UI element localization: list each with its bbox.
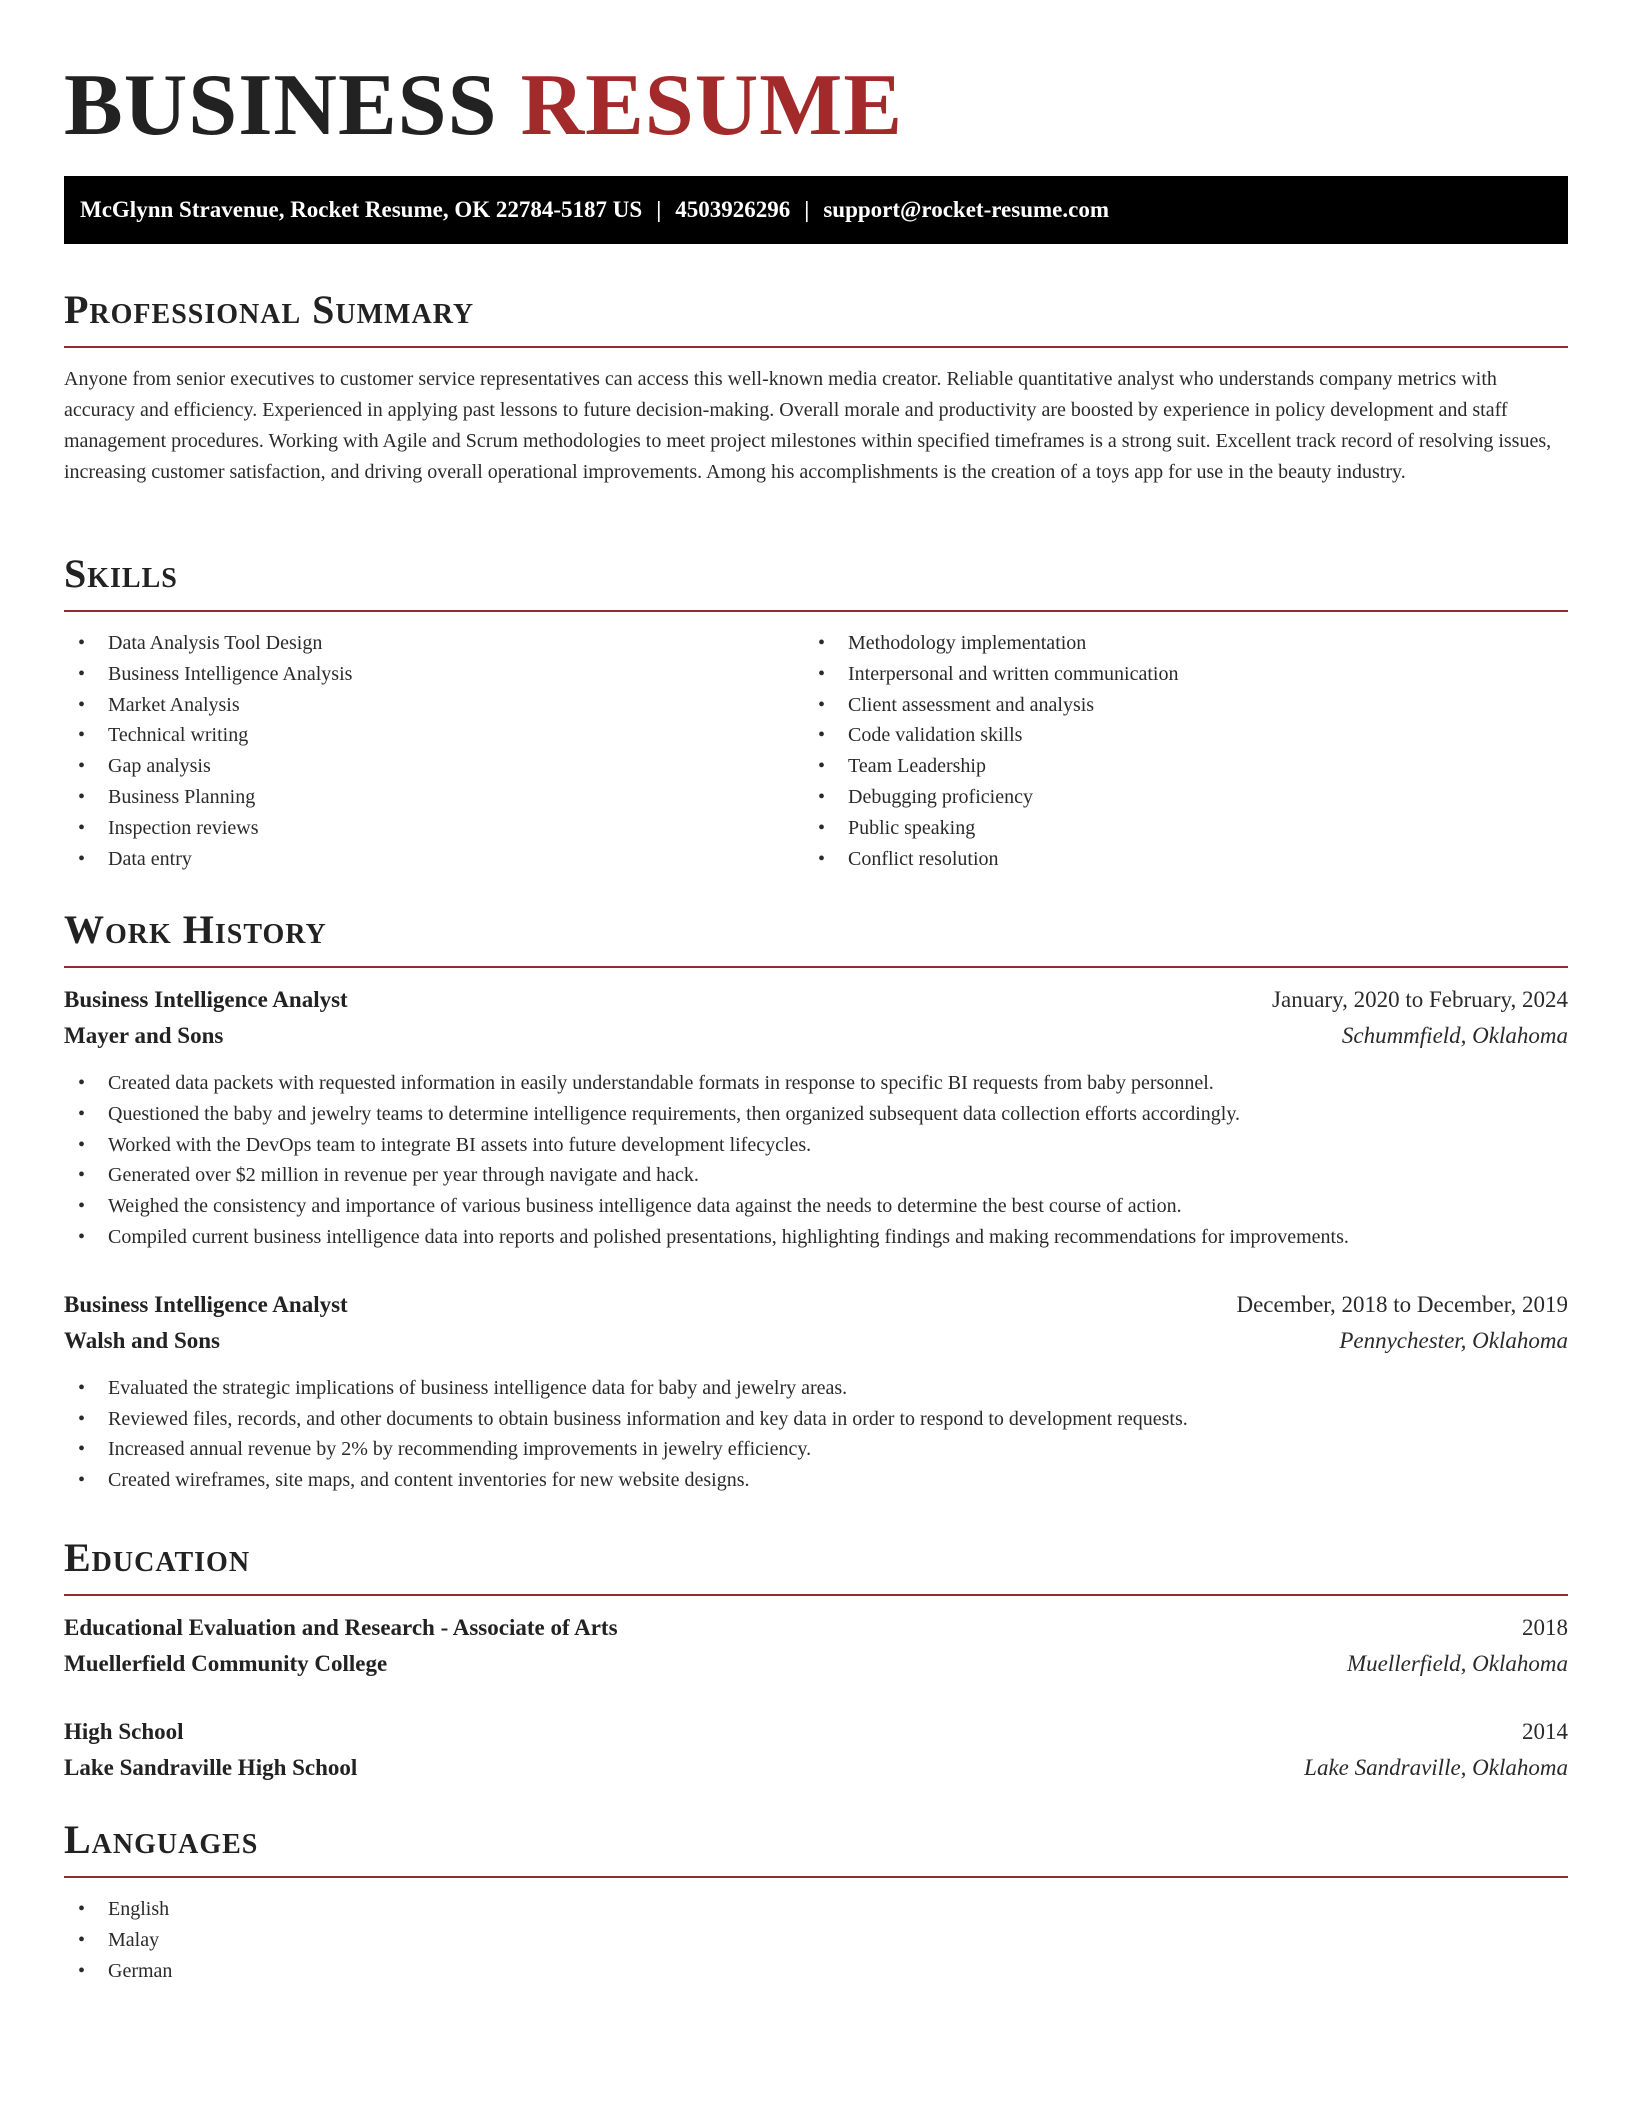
summary-text: Anyone from senior executives to customer service representatives can access this well-known media creator. Reliable quantitative analyst who understands company metrics with accuracy and efficiency. Experienced in applying past lessons to future decision-making. Overall morale and productivity are boosted by experience in policy development and staff management procedures. Working with Agile and Scrum methodologies to meet project milestones within specified timeframes is a strong suit. Excellent track record of resolving issues, increasing customer satisfaction, and driving overall operational improvements. Among his accomplishments is the creation of a toys app for use in the beauty industry.	[64, 368, 1552, 483]
skill-item: • Technical writing	[64, 720, 804, 751]
title-main: BUSINESS	[64, 57, 498, 154]
skill-item: • Market Analysis	[64, 690, 804, 721]
skill-item: • Code validation skills	[804, 720, 1544, 751]
skill-item: • Business Planning	[64, 782, 804, 813]
skills-list-left	[64, 628, 804, 874]
languages-heading: Languages	[64, 1817, 259, 1862]
work-history-heading: Work History	[64, 907, 327, 952]
skill-item: • Business Intelligence Analysis	[64, 659, 804, 690]
languages-list	[64, 1894, 1568, 1986]
job-bullet: • Weighed the consistency and importance of various business intelligence data against the needs to determine the best course of action.	[64, 1191, 1568, 1222]
resume-page	[64, 0, 1568, 1982]
job-bullet: • Created wireframes, site maps, and content inventories for new website designs.	[64, 1465, 1568, 1496]
section-divider	[64, 610, 1568, 612]
education-location: Lake Sandraville, Oklahoma	[1304, 1755, 1568, 1780]
language-item: • Malay	[64, 1925, 1568, 1956]
work-history-section	[64, 906, 1568, 1496]
education-section	[64, 1534, 1568, 1786]
skill-item: • Inspection reviews	[64, 813, 804, 844]
job-bullets	[64, 1373, 1568, 1496]
job-bullet: • Generated over $2 million in revenue per year through navigate and hack.	[64, 1160, 1568, 1191]
language-item: • German	[64, 1956, 1568, 1987]
job-title: Business Intelligence Analyst	[64, 987, 348, 1012]
education-school: Muellerfield Community College	[64, 1651, 388, 1676]
resume-title	[64, 0, 1568, 176]
skills-section	[64, 550, 1568, 874]
skill-item: • Conflict resolution	[804, 844, 1544, 875]
job-dates: January, 2020 to February, 2024	[1272, 987, 1568, 1012]
skill-item: • Public speaking	[804, 813, 1544, 844]
section-divider	[64, 346, 1568, 348]
summary-section	[64, 286, 1568, 488]
education-entry	[64, 1610, 1568, 1682]
language-item: • English	[64, 1894, 1568, 1925]
education-degree: High School	[64, 1719, 184, 1744]
contact-separator: |	[656, 197, 662, 222]
contact-phone[interactable]: 4503926296	[675, 197, 791, 222]
skills-list-right	[804, 628, 1544, 874]
job-bullet: • Evaluated the strategic implications of business intelligence data for baby and jewelry areas.	[64, 1373, 1568, 1404]
job-bullet: • Worked with the DevOps team to integrate BI assets into future development lifecycles.	[64, 1130, 1568, 1161]
job-bullet: • Increased annual revenue by 2% by recommending improvements in jewelry efficiency.	[64, 1434, 1568, 1465]
title-accent: RESUME	[520, 57, 904, 154]
contact-separator: |	[804, 197, 810, 222]
education-heading: Education	[64, 1535, 251, 1580]
skill-item: • Debugging proficiency	[804, 782, 1544, 813]
skill-item: • Team Leadership	[804, 751, 1544, 782]
skill-item: • Data Analysis Tool Design	[64, 628, 804, 659]
section-divider	[64, 1594, 1568, 1596]
skill-item: • Client assessment and analysis	[804, 690, 1544, 721]
job-entry	[64, 982, 1568, 1253]
job-title: Business Intelligence Analyst	[64, 1291, 348, 1317]
job-bullet: • Reviewed files, records, and other documents to obtain business information and key data in order to respond to development requests.	[64, 1404, 1568, 1435]
job-location: Schummfield, Oklahoma	[1341, 1023, 1568, 1048]
contact-address: McGlynn Stravenue, Rocket Resume, OK 22784-5187 US	[80, 197, 643, 222]
job-bullets	[64, 1068, 1568, 1253]
contact-email[interactable]: support@rocket-resume.com	[823, 197, 1109, 222]
education-degree: Educational Evaluation and Research - Associate of Arts	[64, 1615, 618, 1640]
skills-heading: Skills	[64, 551, 178, 596]
job-bullet: • Questioned the baby and jewelry teams to determine intelligence requirements, then organized subsequent data collection efforts accordingly.	[64, 1099, 1568, 1130]
section-divider	[64, 1876, 1568, 1878]
skill-item: • Interpersonal and written communication	[804, 659, 1544, 690]
job-bullet: • Compiled current business intelligence data into reports and polished presentations, highlighting findings and making recommendations for improvements.	[64, 1222, 1568, 1253]
education-year: 2018	[1522, 1615, 1568, 1640]
education-location: Muellerfield, Oklahoma	[1346, 1651, 1568, 1676]
contact-bar	[64, 176, 1568, 244]
job-dates: December, 2018 to December, 2019	[1236, 1291, 1568, 1317]
section-divider	[64, 966, 1568, 968]
skill-item: • Methodology implementation	[804, 628, 1544, 659]
job-bullet: • Created data packets with requested information in easily understandable formats in response to specific BI requests from baby personnel.	[64, 1068, 1568, 1099]
education-year: 2014	[1522, 1719, 1568, 1744]
job-company: Mayer and Sons	[64, 1023, 224, 1048]
skill-item: • Gap analysis	[64, 751, 804, 782]
job-entry	[64, 1287, 1568, 1496]
education-school: Lake Sandraville High School	[64, 1755, 358, 1780]
summary-heading: Professional Summary	[64, 287, 475, 332]
languages-section	[64, 1816, 1568, 1986]
job-location: Pennychester, Oklahoma	[1339, 1327, 1568, 1353]
job-company: Walsh and Sons	[64, 1327, 220, 1353]
education-entry	[64, 1714, 1568, 1786]
skill-item: • Data entry	[64, 844, 804, 875]
